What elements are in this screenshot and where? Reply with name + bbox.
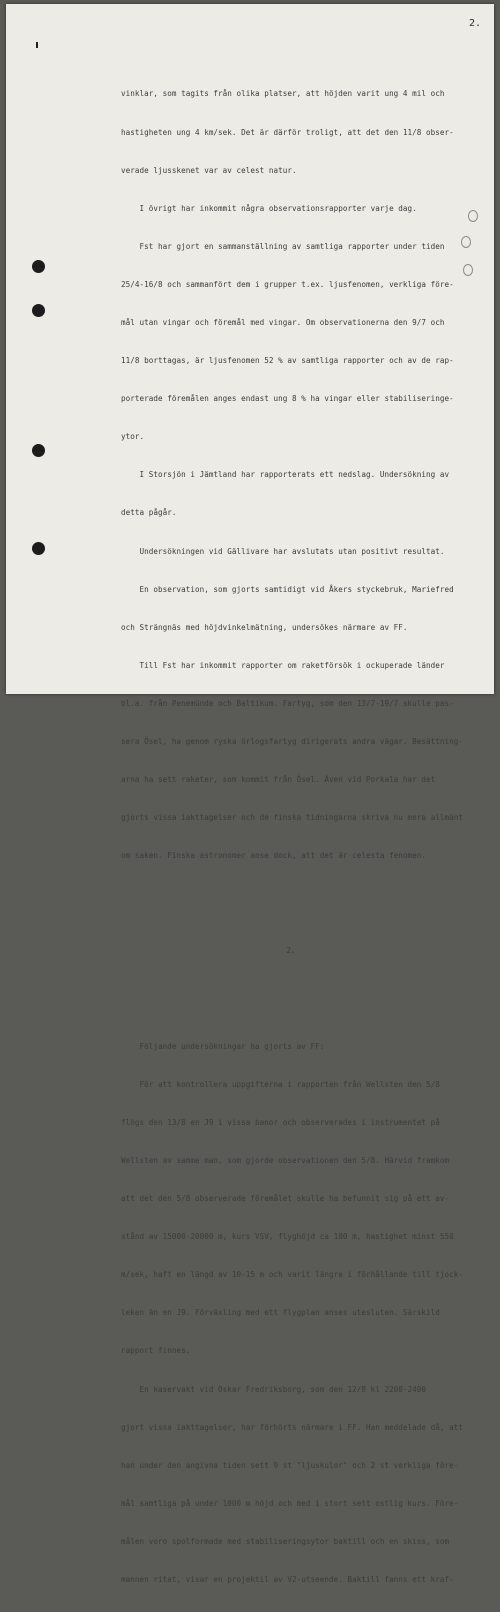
text-line: Wellsten av samme man, som gjorde observationen den 5/8. Härvid framkom (121, 1155, 450, 1165)
text-line: vinklar, som tagits från olika platser, att höjden varit ung 4 mil och (121, 89, 445, 99)
text-line: Följande undersökningar ha gjorts av FF: (121, 1041, 325, 1051)
text-line: Undersökningen vid Gällivare har avslutats utan positivt resultat. (121, 546, 445, 556)
text-line: gjorts vissa iakttagelser och de finska tidningarna skriva nu mera allmänt (121, 813, 464, 823)
text-line: rapport finnes. (121, 1346, 191, 1356)
spacer (121, 984, 481, 1003)
text-line: En observation, som gjorts samtidigt vid Åkers styckebruk, Mariefred (121, 584, 454, 594)
text-line: och Strängnäs med höjdvinkelmätning, undersökes närmare av FF. (121, 622, 408, 632)
document-page (6, 4, 494, 1584)
text-line: mannen ritat, visar en projektil av V2-utseende. Baktill fanns ett kraf- (121, 1575, 454, 1584)
text-line: mål utan vingar och föremål med vingar. Om observationerna den 9/7 och (121, 317, 445, 327)
text-line: mål samtliga på under 1000 m höjd och med i stort sett ostlig kurs. Före- (121, 1498, 459, 1508)
text-line: flögs den 13/8 en J9 i vissa banor och observerades i instrumentet på (121, 1117, 440, 1127)
text-line: bl.a. från Penemünde och Baltikum. Fartyg, som den 13/7-19/7 skulle pas- (121, 698, 454, 708)
punch-hole (32, 542, 45, 555)
spacer (121, 901, 481, 920)
punch-hole (32, 304, 45, 317)
text-line: I övrigt har inkommit några observationsrapporter varje dag. (121, 203, 417, 213)
text-line: att det den 5/8 observerade föremålet skulle ha befunnit sig på ett av- (121, 1194, 450, 1204)
text-line: ytor. (121, 432, 145, 442)
text-line: verade ljusskenet var av celest natur. (121, 165, 297, 175)
text-line: stånd av 15000-20000 m, kurs VSV, flyghöjd ca 100 m, hastighet minst 550 (121, 1232, 454, 1242)
text-line: arna ha sett raketer, som kommit från Ösel. Även vid Porkala har det (121, 775, 436, 785)
text-line: sera Ösel, ha genom ryska örlogsfartyg dirigerats andra vägar. Besättning- (121, 737, 464, 746)
text-line: detta pågår. (121, 508, 177, 518)
text-line: 25/4-16/8 och sammanfört dem i grupper t.ex. ljusfenomen, verkliga före- (121, 279, 454, 289)
text-line: gjort vissa iakttagelser, har förhörts närmare i FF. Han meddelade då, att (121, 1422, 464, 1432)
text-line: leken än en J9. Förväxling med ett flygplan anses utesluten. Särskild (121, 1308, 440, 1318)
text-line: Fst har gjort en sammanställning av samtliga rapporter under tiden (121, 241, 445, 251)
margin-mark (36, 42, 38, 48)
text-line: hastigheten ung 4 km/sek. Det är därför troligt, att det den 11/8 obser- (121, 127, 454, 137)
text-line: om saken. Finska astronomer anse dock, att det är celesta fenomen. (121, 851, 427, 861)
punch-hole (32, 444, 45, 457)
section-number: 2. (286, 946, 296, 956)
text-line: Till Fst har inkommit rapporter om raketförsök i ockuperade länder (121, 660, 445, 670)
text-line: målen voro spolformade med stabiliseringsytor baktill och en skiss, som (121, 1536, 450, 1546)
punch-hole (32, 260, 45, 273)
text-line: En kaservakt vid Oskar Fredriksborg, som den 12/8 kl 2200-2400 (121, 1384, 427, 1394)
text-line: 11/8 borttagas, är ljusfenomen 52 % av samtliga rapporter och av de rap- (121, 356, 454, 366)
text-line: För att kontrollera uppgifterna i rapporten från Wellsten den 5/8 (121, 1079, 440, 1089)
text-line: m/sek, haft en längd av 10-15 m och varit längre i förhållande till tjock- (121, 1270, 464, 1280)
text-line: han under den angivna tiden sett 9 st "ljuskulor" och 2 st verkliga före- (121, 1460, 459, 1470)
text-line: I Storsjön i Jämtland har rapporterats ett nedslag. Undersökning av (121, 470, 450, 480)
page-number: 2. (469, 18, 482, 29)
body-text (121, 63, 481, 1612)
text-line: porterade föremålen anges endast ung 8 % ha vingar eller stabiliseringe- (121, 394, 454, 404)
